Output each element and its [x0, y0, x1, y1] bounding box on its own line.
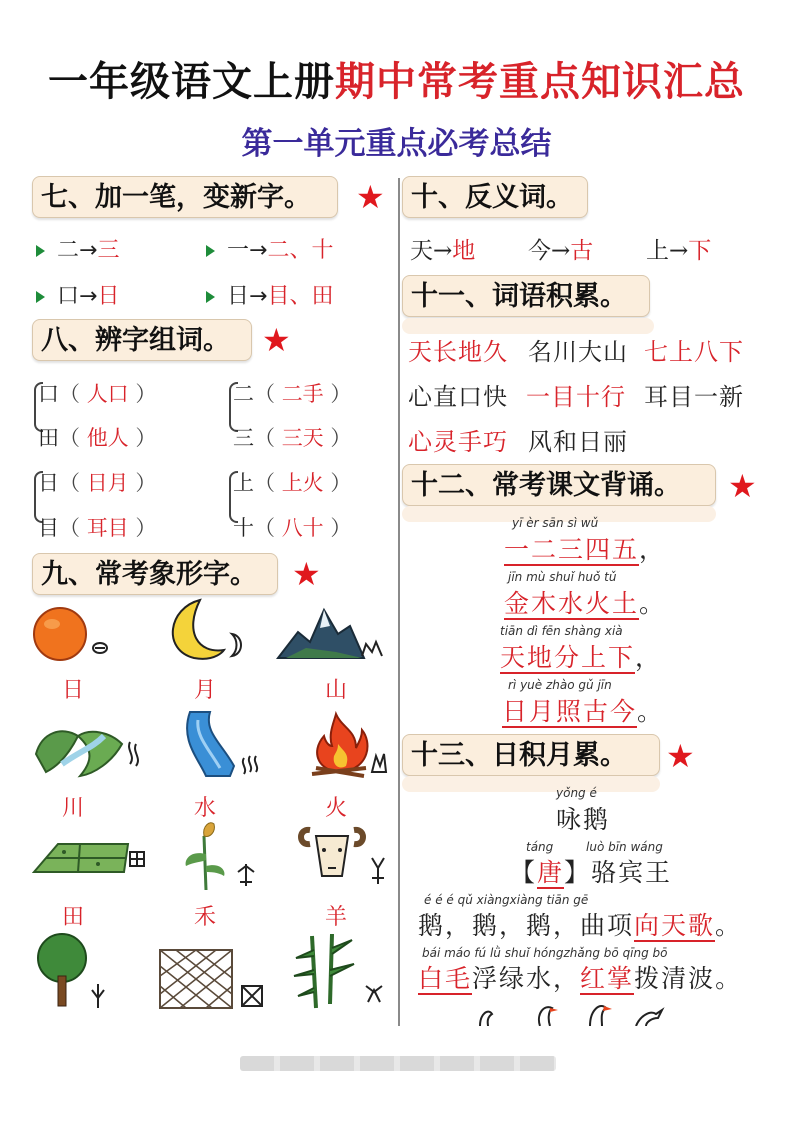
page-title: 一年级语文上册期中常考重点知识汇总: [48, 58, 745, 105]
poem-title: 咏鹅: [556, 805, 611, 834]
pinyin-line: yǒng é: [556, 786, 597, 800]
add-stroke-item: 口→日: [36, 279, 119, 310]
triangle-icon: [36, 291, 45, 303]
page-subtitle: 第一单元重点必考总结: [241, 126, 552, 162]
antonym-pair: 天→地: [410, 238, 476, 264]
word-pair-item: 十（ 八十 ）: [233, 516, 352, 540]
section-7-header: 七、加一笔，变新字。: [32, 176, 338, 218]
word-pair-item: 二（ 二手 ）: [233, 382, 352, 406]
add-stroke-item: 二→三: [36, 233, 119, 264]
pictograph-label: 田: [61, 905, 84, 930]
poem-author: 【唐】骆宾王: [510, 858, 673, 887]
poem-line: 白毛浮绿水，红掌拨清波。: [418, 964, 743, 993]
triangle-icon: [206, 245, 215, 257]
moon-icon: [160, 598, 250, 662]
idiom-item: 七上八下: [644, 338, 744, 366]
pinyin-line: táng: [526, 840, 554, 854]
antonym-pair: 今→古: [528, 238, 594, 264]
poem-line: 鹅，鹅，鹅，曲项向天歌。: [418, 911, 743, 940]
triangle-icon: [36, 245, 45, 257]
section-11-header: 十一、词语积累。: [402, 275, 650, 317]
pinyin-line: é é é qǔ xiàngxiàng tiān gē: [424, 893, 589, 907]
field-icon: [32, 834, 148, 882]
sun-icon: [32, 604, 122, 662]
pinyin-line: tiān dì fēn shàng xià: [500, 624, 623, 638]
star-icon: ★: [666, 737, 695, 775]
section-9-header: 九、常考象形字。: [32, 553, 278, 595]
add-stroke-item: 日→目、田: [206, 279, 333, 310]
add-stroke-item: 一→二、十: [206, 233, 333, 264]
column-divider: [398, 178, 400, 1026]
idiom-item: 名川大山: [528, 338, 628, 366]
section-8-header: 八、辨字组词。: [32, 319, 252, 361]
recitation-line: 日月照古今。: [502, 697, 665, 726]
idiom-item: 耳目一新: [644, 383, 744, 411]
pinyin-line: jīn mù shuǐ huǒ tǔ: [508, 570, 617, 584]
star-icon: ★: [728, 467, 757, 505]
word-pair-item: 田（ 他人 ）: [38, 426, 157, 450]
geese-illustration: [440, 1000, 670, 1026]
triangle-icon: [206, 291, 215, 303]
idiom-item: 心直口快: [408, 383, 508, 411]
header-card-shadow: [402, 776, 660, 792]
pictograph-label: 禾: [193, 905, 216, 930]
pictograph-label: 水: [193, 796, 216, 821]
pictograph-label: 月: [193, 678, 216, 703]
pinyin-line: luò bīn wáng: [586, 840, 663, 854]
star-icon: ★: [292, 555, 321, 593]
section-13-header: 十三、日积月累。: [402, 734, 660, 776]
pinyin-line: rì yuè zhào gǔ jīn: [508, 678, 612, 692]
pictograph-label: 山: [324, 678, 347, 703]
pictograph-label: 羊: [324, 905, 347, 930]
star-icon: ★: [356, 178, 385, 216]
word-pair-item: 日（ 日月 ）: [38, 471, 157, 495]
word-pair-item: 目（ 耳目 ）: [38, 516, 157, 540]
fire-icon: [306, 710, 390, 780]
recitation-line: 一二三四五，: [504, 535, 667, 564]
pictograph-label: 火: [324, 796, 347, 821]
river-icon: [32, 714, 144, 780]
section-10-header: 十、反义词。: [402, 176, 588, 218]
recitation-line: 金木水火土。: [504, 589, 667, 618]
star-icon: ★: [262, 321, 291, 359]
pictograph-label: 日: [61, 678, 84, 703]
water-icon: [176, 708, 266, 780]
pinyin-line: bái máo fú lǜ shuǐ hóngzhǎng bō qīng bō: [422, 946, 668, 960]
word-pair-item: 三（ 三天 ）: [233, 426, 352, 450]
pinyin-line: yī èr sān sì wǔ: [512, 516, 599, 530]
net-icon: [156, 946, 268, 1012]
idiom-item: 一目十行: [526, 383, 626, 411]
pictograph-label: 川: [61, 796, 84, 821]
tree-icon: [32, 932, 116, 1012]
word-pair-item: 口（ 人口 ）: [38, 382, 157, 406]
sheep-icon: [296, 818, 390, 890]
recitation-line: 天地分上下，: [500, 643, 663, 672]
bamboo-icon: [292, 930, 390, 1012]
mountain-icon: [276, 604, 388, 662]
idiom-item: 风和日丽: [528, 428, 628, 456]
blurred-footer: [240, 1056, 556, 1071]
word-pair-item: 上（ 上火 ）: [233, 471, 352, 495]
antonym-pair: 上→下: [646, 238, 712, 264]
idiom-item: 天长地久: [408, 338, 508, 366]
idiom-item: 心灵手巧: [408, 428, 508, 456]
section-12-header: 十二、常考课文背诵。: [402, 464, 716, 506]
grain-icon: [176, 820, 268, 892]
